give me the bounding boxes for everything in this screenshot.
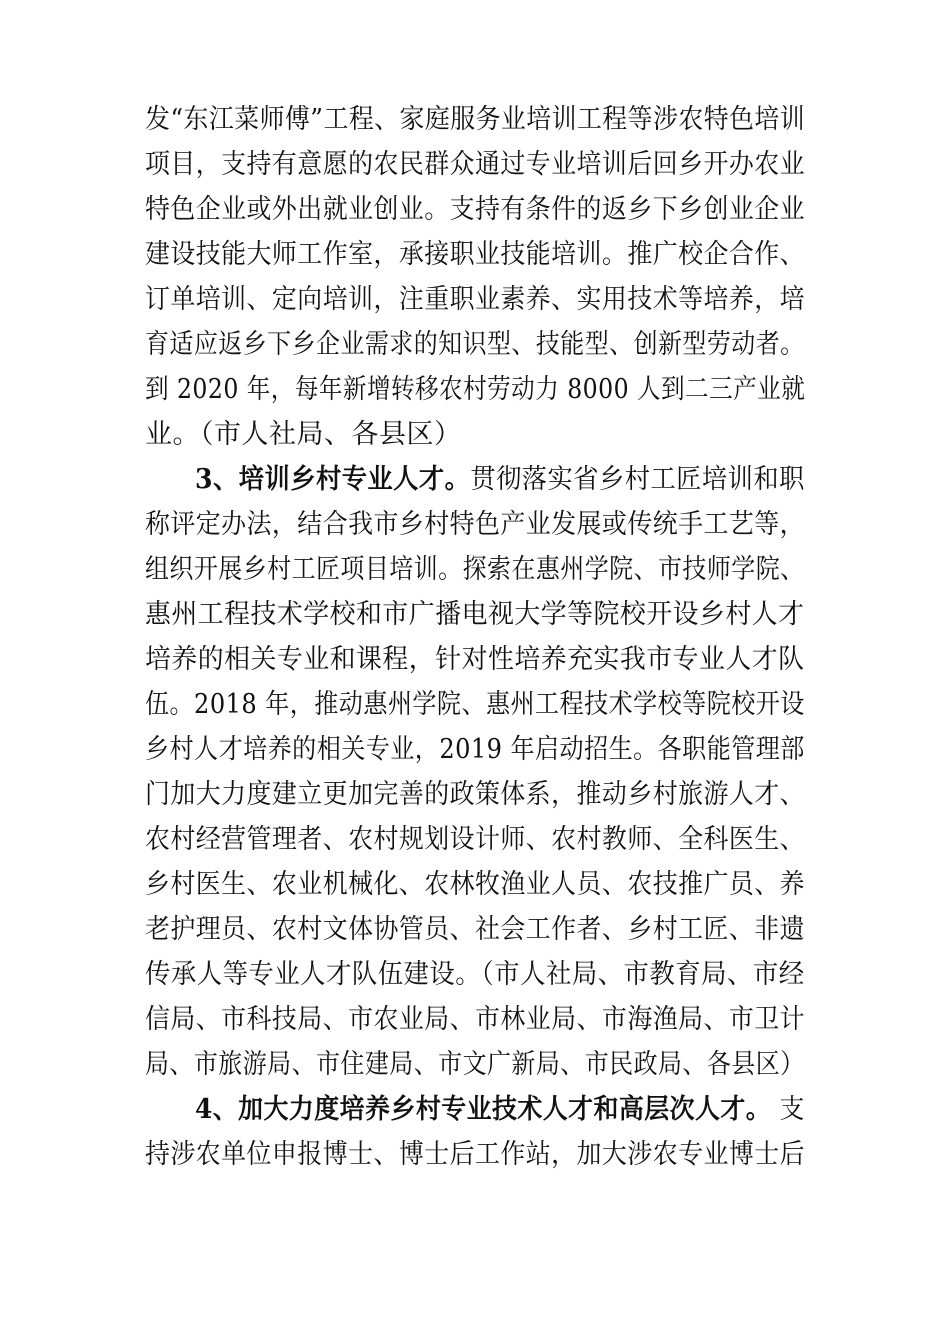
- text-line: [145, 818, 805, 862]
- text-segment: 农村经营管理者、农村规划设计师、农村教师、全科医生、: [145, 824, 806, 855]
- text-segment: 项目，支持有意愿的农民群众通过专业培训后回乡开办农业: [145, 149, 806, 180]
- section-heading: 3、培训乡村专业人才。: [195, 464, 471, 495]
- section-heading: 4、加大力度培养乡村专业技术人才和高层次人才。: [195, 1094, 772, 1125]
- text-segment: 培养的相关专业和课程，针对性培养充实我市专业人才队: [145, 644, 805, 675]
- text-line: [145, 278, 805, 322]
- text-line: [145, 548, 805, 592]
- text-segment: 老护理员、农村文体协管员、社会工作者、乡村工匠、非遗: [145, 914, 806, 945]
- text-line: [145, 413, 462, 457]
- text-segment: 特色企业或外出就业创业。支持有条件的返乡下乡创业企业: [145, 194, 806, 225]
- section-heading-line: [195, 1088, 805, 1132]
- text-segment: 业。（市人社局、各县区）: [145, 419, 462, 450]
- text-line: [145, 323, 805, 367]
- text-line: [145, 1043, 805, 1087]
- text-line: [145, 863, 805, 907]
- text-segment: 育适应返乡下乡企业需求的知识型、技能型、创新型劳动者。: [145, 329, 805, 360]
- text-segment: 称评定办法，结合我市乡村特色产业发展或传统手工艺等，: [145, 509, 806, 540]
- text-segment: 支: [771, 1094, 805, 1125]
- text-line: [145, 233, 805, 277]
- text-segment: 局、市旅游局、市住建局、市文广新局、市民政局、各县区）: [145, 1049, 805, 1080]
- text-line: [145, 773, 805, 817]
- text-segment: 传承人等专业人才队伍建设。（市人社局、市教育局、市经: [145, 959, 805, 990]
- text-segment: 建设技能大师工作室，承接职业技能培训。推广校企合作、: [145, 239, 806, 270]
- text-line: [145, 638, 805, 682]
- text-line: [145, 908, 805, 952]
- section-heading-line: [195, 458, 805, 502]
- text-line: [145, 143, 805, 187]
- text-segment: 乡村医生、农业机械化、农林牧渔业人员、农技推广员、养: [145, 869, 806, 900]
- text-segment: 乡村人才培养的相关专业，2019 年启动招生。各职能管理部: [145, 734, 805, 765]
- text-segment: 信局、市科技局、市农业局、市林业局、市海渔局、市卫计: [145, 1004, 806, 1035]
- text-line: [145, 503, 805, 547]
- text-line: [145, 188, 805, 232]
- text-line: [145, 1133, 805, 1177]
- text-segment: 订单培训、定向培训，注重职业素养、实用技术等培养，培: [145, 284, 806, 315]
- text-segment: 门加大力度建立更加完善的政策体系，推动乡村旅游人才、: [145, 779, 806, 810]
- text-segment: 惠州工程技术学校和市广播电视大学等院校开设乡村人才: [145, 599, 805, 630]
- text-line: [145, 683, 805, 727]
- text-line: [145, 593, 805, 637]
- text-segment: 组织开展乡村工匠项目培训。探索在惠州学院、市技师学院、: [145, 554, 805, 585]
- text-segment: 发“东江菜师傅”工程、家庭服务业培训工程等涉农特色培训: [145, 104, 806, 135]
- text-segment: 贯彻落实省乡村工匠培训和职: [470, 464, 805, 495]
- text-line: [145, 728, 805, 772]
- text-segment: 伍。2018 年，推动惠州学院、惠州工程技术学校等院校开设: [145, 689, 805, 720]
- text-line: [145, 953, 805, 997]
- text-line: [145, 368, 805, 412]
- text-segment: 到 2020 年，每年新增转移农村劳动力 8000 人到二三产业就: [145, 374, 806, 405]
- text-segment: 持涉农单位申报博士、博士后工作站，加大涉农专业博士后: [145, 1139, 806, 1170]
- text-line: [145, 98, 805, 142]
- text-line: [145, 998, 805, 1042]
